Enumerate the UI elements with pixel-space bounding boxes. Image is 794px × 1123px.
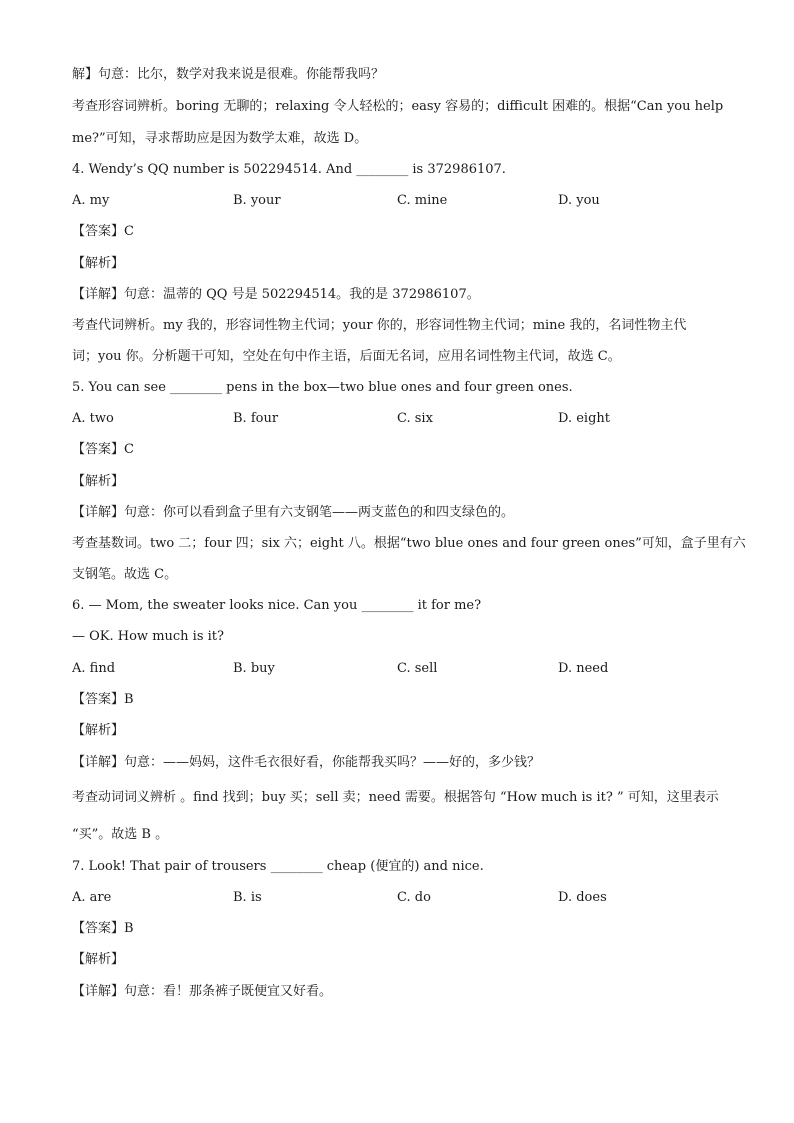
option-b: B. buy bbox=[233, 661, 275, 676]
answer-5: 【答案】C bbox=[72, 442, 134, 457]
detail-5: 【详解】句意：你可以看到盒子里有六支钢笔——两支蓝色的和四支绿色的。 bbox=[72, 505, 515, 520]
prev-explanation-line-1: 考查形容词辨析。boring 无聊的；relaxing 令人轻松的；easy 容易的；difficult 困难的。根据“Can you help bbox=[72, 99, 724, 114]
option-d: D. does bbox=[558, 890, 607, 905]
detail-4: 【详解】句意：温蒂的 QQ 号是 502294514。我的是 372986107。 bbox=[72, 287, 480, 302]
option-b: B. is bbox=[233, 890, 262, 905]
explanation-5-line-1: 考查基数词。two 二；four 四；six 六；eight 八。根据“two blue ones and four green ones”可知，盒子里有六 bbox=[72, 536, 746, 551]
option-c: C. six bbox=[397, 411, 433, 426]
explanation-4-line-1: 考查代词辨析。my 我的，形容词性物主代词；your 你的，形容词性物主代词；mine 我的，名词性物主代 bbox=[72, 318, 687, 333]
answer-4: 【答案】C bbox=[72, 224, 134, 239]
option-d: D. you bbox=[558, 193, 600, 208]
analysis-label-7: 【解析】 bbox=[72, 952, 125, 967]
question-6-line-2: — OK. How much is it? bbox=[72, 629, 224, 644]
analysis-label-5: 【解析】 bbox=[72, 474, 125, 489]
option-c: C. do bbox=[397, 890, 431, 905]
question-6-line-1: 6. — Mom, the sweater looks nice. Can you ________ it for me? bbox=[72, 598, 482, 613]
option-b: B. your bbox=[233, 193, 281, 208]
option-d: D. eight bbox=[558, 411, 610, 426]
option-c: C. mine bbox=[397, 193, 448, 208]
option-c: C. sell bbox=[397, 661, 438, 676]
option-a: A. my bbox=[72, 193, 110, 208]
question-5: 5. You can see ________ pens in the box—two blue ones and four green ones. bbox=[72, 380, 573, 395]
explanation-5-line-2: 支钢笔。故选 C。 bbox=[72, 567, 178, 582]
explanation-4-line-2: 词；you 你。分析题干可知，空处在句中作主语，后面无名词，应用名词性物主代词，故选 C。 bbox=[72, 349, 621, 364]
explanation-6-line-2: “买”。故选 B 。 bbox=[72, 827, 169, 842]
answer-7: 【答案】B bbox=[72, 921, 134, 936]
explanation-6-line-1: 考查动词词义辨析 。find 找到；buy 买；sell 卖；need 需要。根据答句 “How much is it? ” 可知，这里表示 bbox=[72, 790, 719, 805]
prev-explanation-line-2: me?”可知，寻求帮助应是因为数学太难，故选 D。 bbox=[72, 131, 368, 146]
analysis-label-4: 【解析】 bbox=[72, 256, 125, 271]
option-a: A. find bbox=[72, 661, 116, 676]
option-d: D. need bbox=[558, 661, 609, 676]
question-4: 4. Wendy’s QQ number is 502294514. And ________ is 372986107. bbox=[72, 162, 506, 177]
answer-6: 【答案】B bbox=[72, 692, 134, 707]
analysis-label-6: 【解析】 bbox=[72, 723, 125, 738]
question-6-options bbox=[72, 660, 732, 678]
detail-7: 【详解】句意：看！那条裤子既便宜又好看。 bbox=[72, 984, 333, 999]
prev-detail-line: 解】句意：比尔，数学对我来说是很难。你能帮我吗？ bbox=[72, 67, 385, 82]
detail-6: 【详解】句意：——妈妈，这件毛衣很好看，你能帮我买吗？——好的，多少钱？ bbox=[72, 755, 541, 770]
question-5-options bbox=[72, 410, 732, 428]
question-7-options bbox=[72, 889, 732, 907]
option-a: A. two bbox=[72, 411, 114, 426]
option-b: B. four bbox=[233, 411, 279, 426]
option-a: A. are bbox=[72, 890, 112, 905]
question-7: 7. Look! That pair of trousers ________ cheap (便宜的) and nice. bbox=[72, 859, 484, 874]
question-4-options bbox=[72, 192, 732, 210]
